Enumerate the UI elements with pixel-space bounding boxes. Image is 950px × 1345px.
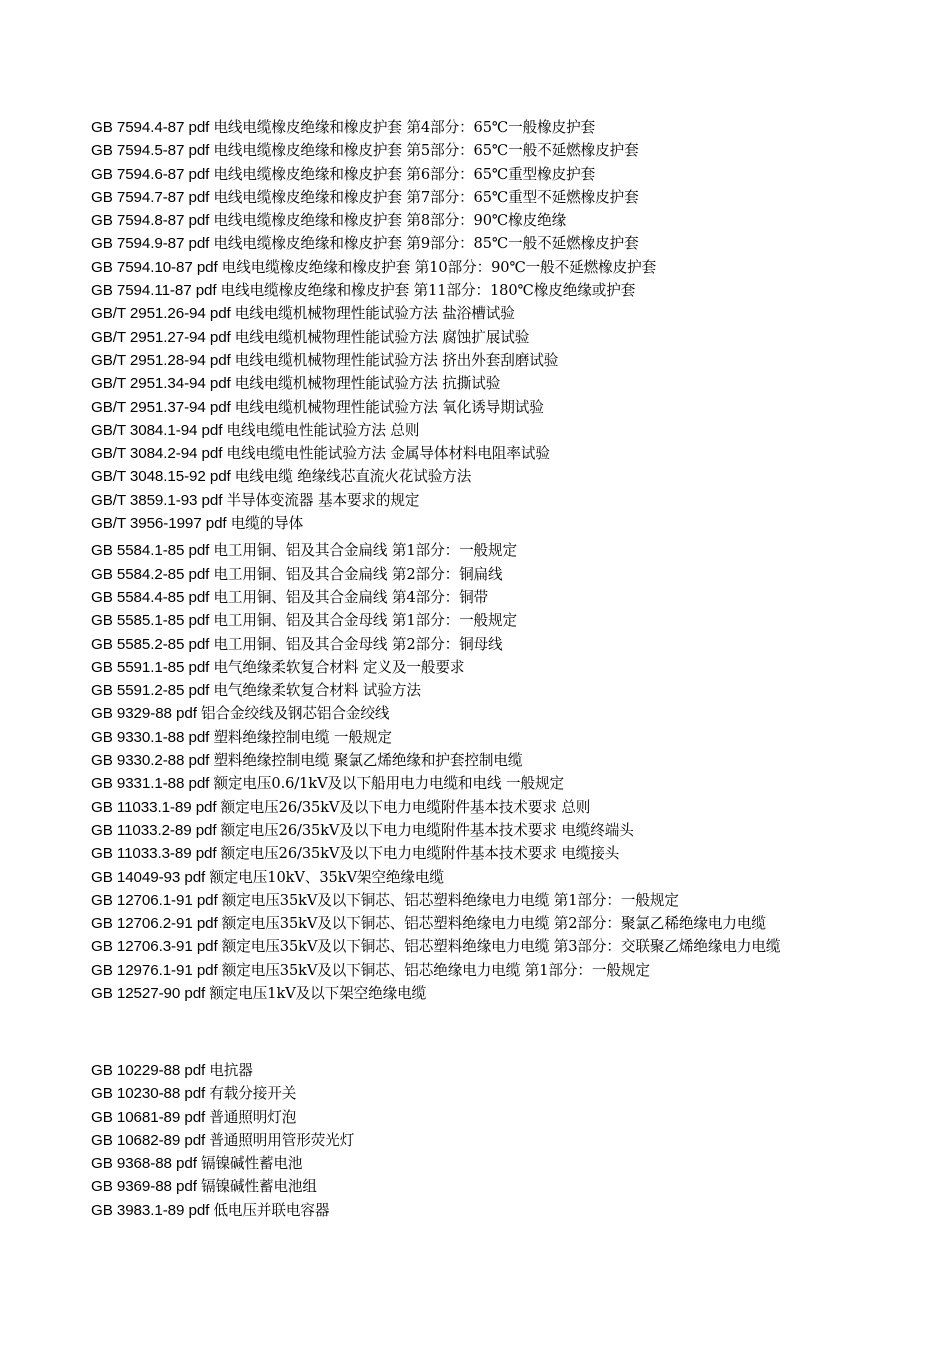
standard-title: 额定电压26/35kV及以下电力电缆附件基本技术要求 电缆接头 <box>220 845 620 863</box>
standard-code: GB 9331.1-88 pdf <box>91 775 210 793</box>
standard-entry <box>91 1106 941 1129</box>
standard-code: GB 3983.1-89 pdf <box>91 1201 210 1219</box>
standard-title: 额定电压35kV及以下铜芯、铝芯塑料绝缘电力电缆 第2部分：聚氯乙稀绝缘电力电缆 <box>221 915 766 933</box>
standard-code: GB 7594.5-87 pdf <box>91 142 210 160</box>
standard-entry <box>91 279 941 302</box>
standard-entry <box>91 679 941 702</box>
standard-title: 电线电缆机械物理性能试验方法 抗撕试验 <box>234 375 501 393</box>
standard-title: 塑料绝缘控制电缆 一般规定 <box>213 728 392 746</box>
standard-code: GB 9369-88 pdf <box>91 1178 197 1196</box>
standard-title: 电气绝缘柔软复合材料 试验方法 <box>213 682 421 700</box>
standard-code: GB 11033.2-89 pdf <box>91 821 217 839</box>
standard-entry <box>91 326 941 349</box>
standard-entry <box>91 512 941 535</box>
standard-title: 额定电压1kV及以下架空绝缘电缆 <box>209 984 427 1002</box>
standard-code: GB 10682-89 pdf <box>91 1131 206 1149</box>
standard-title: 电线电缆机械物理性能试验方法 挤出外套刮磨试验 <box>234 351 559 369</box>
standard-code: GB 9330.2-88 pdf <box>91 752 210 770</box>
standard-title: 电线电缆橡皮绝缘和橡皮护套 第8部分：90℃橡皮绝缘 <box>213 212 567 230</box>
standard-code: GB/T 2951.37-94 pdf <box>91 398 231 416</box>
standard-title: 电线电缆电性能试验方法 金属导体材料电阻率试验 <box>226 445 550 463</box>
standard-code: GB 7594.10-87 pdf <box>91 258 218 276</box>
standard-title: 普通照明灯泡 <box>209 1108 297 1126</box>
standard-entry <box>91 489 941 512</box>
standard-title: 额定电压35kV及以下铜芯、铝芯绝缘电力电缆 第1部分：一般规定 <box>221 961 650 979</box>
standard-code: GB 12706.3-91 pdf <box>91 938 218 956</box>
standard-code: GB 7594.8-87 pdf <box>91 212 210 230</box>
standard-title: 铝合金绞线及钢芯铝合金绞线 <box>200 705 390 723</box>
standard-code: GB/T 3956-1997 pdf <box>91 515 227 533</box>
standard-entry <box>91 772 941 795</box>
standard-title: 有载分接开关 <box>209 1085 297 1103</box>
standard-entry <box>91 702 941 725</box>
standard-entry <box>91 186 941 209</box>
standard-entry <box>91 1199 941 1222</box>
standard-title: 电线电缆橡皮绝缘和橡皮护套 第10部分：90℃一般不延燃橡皮护套 <box>221 258 657 276</box>
standard-title: 电缆的导体 <box>230 515 304 533</box>
standard-entry <box>91 1175 941 1198</box>
standard-entry <box>91 586 941 609</box>
standard-title: 额定电压35kV及以下铜芯、铝芯塑料绝缘电力电缆 第3部分：交联聚乙烯绝缘电力电缆 <box>221 938 781 956</box>
standard-title: 电线电缆橡皮绝缘和橡皮护套 第11部分：180℃橡皮绝缘或护套 <box>220 282 636 300</box>
standard-title: 电线电缆机械物理性能试验方法 盐浴槽试验 <box>234 305 515 323</box>
standard-code: GB 7594.6-87 pdf <box>91 165 210 183</box>
standard-entry <box>91 842 941 865</box>
standard-code: GB 9368-88 pdf <box>91 1155 197 1173</box>
standard-entry <box>91 256 941 279</box>
standard-entry <box>91 726 941 749</box>
standard-entry <box>91 116 941 139</box>
standard-entry <box>91 609 941 632</box>
standard-entry <box>91 349 941 372</box>
standard-title: 塑料绝缘控制电缆 聚氯乙烯绝缘和护套控制电缆 <box>213 752 523 770</box>
standard-code: GB 5591.2-85 pdf <box>91 682 210 700</box>
standard-code: GB 7594.4-87 pdf <box>91 119 210 136</box>
standard-code: GB 14049-93 pdf <box>91 868 206 886</box>
standard-title: 电线电缆橡皮绝缘和橡皮护套 第5部分：65℃一般不延燃橡皮护套 <box>213 142 639 160</box>
standard-code: GB 9330.1-88 pdf <box>91 728 210 746</box>
standard-code: GB 5584.1-85 pdf <box>91 542 210 560</box>
standard-title: 额定电压26/35kV及以下电力电缆附件基本技术要求 电缆终端头 <box>220 821 634 839</box>
standard-title: 电线电缆机械物理性能试验方法 腐蚀扩展试验 <box>234 328 530 346</box>
standard-entry <box>91 302 941 325</box>
standard-entry <box>91 866 941 889</box>
standard-entry <box>91 749 941 772</box>
standard-code: GB 12706.1-91 pdf <box>91 891 218 909</box>
standard-code: GB/T 2951.26-94 pdf <box>91 305 231 323</box>
standard-code: GB/T 3084.2-94 pdf <box>91 445 223 463</box>
standard-title: 电线电缆电性能试验方法 总则 <box>226 421 420 439</box>
standards-list-electrical-equipment <box>91 1059 941 1222</box>
standard-code: GB 9329-88 pdf <box>91 705 197 723</box>
standard-code: GB/T 3048.15-92 pdf <box>91 468 231 486</box>
standard-code: GB 5584.2-85 pdf <box>91 565 210 583</box>
standard-title: 普通照明用管形荧光灯 <box>209 1131 355 1149</box>
standard-entry <box>91 819 941 842</box>
standard-title: 半导体变流器 基本要求的规定 <box>226 491 420 509</box>
standard-title: 额定电压35kV及以下铜芯、铝芯塑料绝缘电力电缆 第1部分：一般规定 <box>221 891 679 909</box>
standard-title: 电线电缆橡皮绝缘和橡皮护套 第6部分：65℃重型橡皮护套 <box>213 165 596 183</box>
standard-title: 低电压并联电容器 <box>213 1201 330 1219</box>
standard-code: GB/T 2951.28-94 pdf <box>91 351 231 369</box>
standard-code: GB 12976.1-91 pdf <box>91 961 218 979</box>
standard-title: 电线电缆橡皮绝缘和橡皮护套 第4部分：65℃一般橡皮护套 <box>213 119 596 136</box>
standard-code: GB 7594.11-87 pdf <box>91 282 217 300</box>
standard-entry <box>91 982 941 1005</box>
standard-title: 电工用铜、铝及其合金母线 第2部分：铜母线 <box>213 635 503 653</box>
standard-entry <box>91 209 941 232</box>
standard-entry <box>91 1082 941 1105</box>
standard-code: GB/T 2951.27-94 pdf <box>91 328 231 346</box>
standard-title: 镉镍碱性蓄电池 <box>200 1155 303 1173</box>
standard-entry <box>91 396 941 419</box>
standard-entry <box>91 539 941 562</box>
standards-list-electrical-cables <box>91 116 941 1005</box>
standard-entry <box>91 959 941 982</box>
standard-entry <box>91 935 941 958</box>
standard-title: 额定电压10kV、35kV架空绝缘电缆 <box>209 868 444 886</box>
standard-title: 电线电缆机械物理性能试验方法 氧化诱导期试验 <box>234 398 544 416</box>
standard-entry <box>91 563 941 586</box>
standard-code: GB 10681-89 pdf <box>91 1108 206 1126</box>
standard-title: 电抗器 <box>209 1062 253 1079</box>
standard-title: 电工用铜、铝及其合金母线 第1部分：一般规定 <box>213 612 518 630</box>
standard-code: GB 11033.3-89 pdf <box>91 845 217 863</box>
standard-entry <box>91 139 941 162</box>
standard-entry <box>91 1059 941 1082</box>
standard-entry <box>91 372 941 395</box>
standard-entry <box>91 656 941 679</box>
standard-code: GB/T 3859.1-93 pdf <box>91 491 223 509</box>
standard-code: GB 12706.2-91 pdf <box>91 915 218 933</box>
standard-code: GB 11033.1-89 pdf <box>91 798 217 816</box>
standard-title: 镉镍碱性蓄电池组 <box>200 1178 317 1196</box>
standard-entry <box>91 232 941 255</box>
standard-code: GB/T 3084.1-94 pdf <box>91 421 223 439</box>
standard-title: 电线电缆 绝缘线芯直流火花试验方法 <box>234 468 472 486</box>
standard-title: 电线电缆橡皮绝缘和橡皮护套 第9部分：85℃一般不延燃橡皮护套 <box>213 235 639 253</box>
standard-entry <box>91 163 941 186</box>
standard-entry <box>91 419 941 442</box>
standard-code: GB 5591.1-85 pdf <box>91 658 210 676</box>
standard-title: 电工用铜、铝及其合金扁线 第4部分：铜带 <box>213 588 489 606</box>
standard-code: GB/T 2951.34-94 pdf <box>91 375 231 393</box>
standard-code: GB 12527-90 pdf <box>91 984 206 1002</box>
standard-title: 电线电缆橡皮绝缘和橡皮护套 第7部分：65℃重型不延燃橡皮护套 <box>213 188 639 206</box>
standard-entry <box>91 465 941 488</box>
standard-entry <box>91 889 941 912</box>
standard-entry <box>91 442 941 465</box>
standard-title: 额定电压0.6/1kV及以下船用电力电缆和电线 一般规定 <box>213 775 564 793</box>
standard-code: GB 10230-88 pdf <box>91 1085 206 1103</box>
standard-entry <box>91 912 941 935</box>
standard-code: GB 7594.9-87 pdf <box>91 235 210 253</box>
standard-code: GB 5585.2-85 pdf <box>91 635 210 653</box>
standard-title: 电工用铜、铝及其合金扁线 第2部分：铜扁线 <box>213 565 503 583</box>
standard-code: GB 7594.7-87 pdf <box>91 188 210 206</box>
standard-entry <box>91 1129 941 1152</box>
standard-entry <box>91 796 941 819</box>
standard-code: GB 5585.1-85 pdf <box>91 612 210 630</box>
standard-code: GB 10229-88 pdf <box>91 1062 206 1079</box>
standard-entry <box>91 1152 941 1175</box>
standard-code: GB 5584.4-85 pdf <box>91 588 210 606</box>
standard-title: 额定电压26/35kV及以下电力电缆附件基本技术要求 总则 <box>220 798 591 816</box>
standard-title: 电气绝缘柔软复合材料 定义及一般要求 <box>213 658 465 676</box>
standard-title: 电工用铜、铝及其合金扁线 第1部分：一般规定 <box>213 542 518 560</box>
standard-entry <box>91 633 941 656</box>
